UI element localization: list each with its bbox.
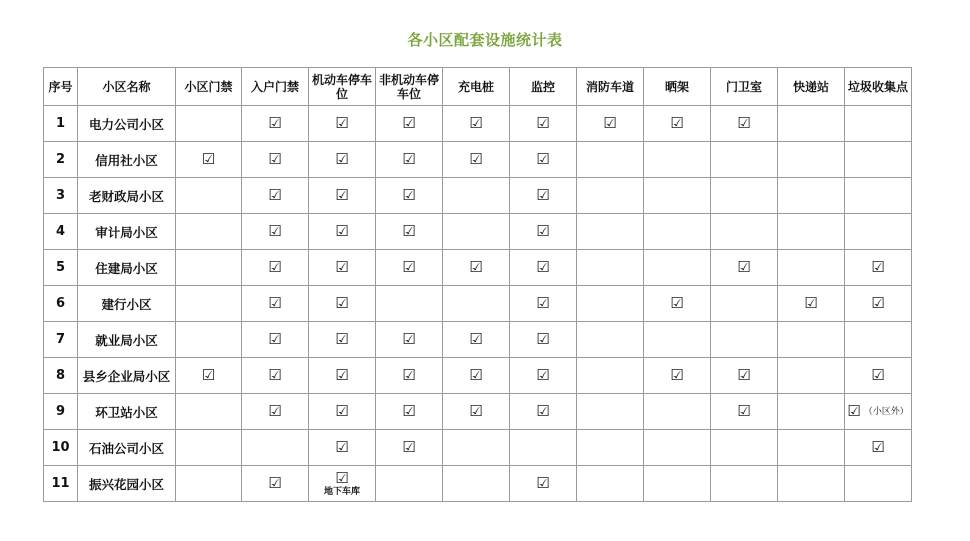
checkbox-checked-icon: ☑	[201, 366, 216, 384]
facility-cell	[242, 394, 309, 430]
page-title: 各小区配套设施统计表	[407, 31, 563, 49]
facility-cell	[242, 466, 309, 502]
checkbox-checked-icon: ☑	[402, 438, 416, 456]
checkbox-checked-icon: ☑	[402, 366, 416, 384]
checkbox-checked-icon: ☑	[670, 114, 684, 132]
header-cell: 入户门禁	[242, 68, 309, 106]
facility-cell	[577, 142, 644, 178]
table-row	[44, 394, 912, 430]
facility-cell	[443, 250, 510, 286]
header-cell: 充电桩	[443, 68, 510, 106]
table-row	[44, 106, 912, 142]
checkbox-checked-icon: ☑	[871, 294, 885, 312]
checkbox-checked-icon: ☑	[670, 366, 684, 384]
row-number: 3	[44, 178, 78, 214]
facility-cell	[510, 106, 577, 142]
table-row	[44, 178, 912, 214]
checkbox-checked-icon: ☑	[536, 366, 550, 384]
facility-cell	[577, 286, 644, 322]
facility-cell	[443, 286, 510, 322]
facility-cell	[376, 142, 443, 178]
facility-cell	[778, 322, 845, 358]
facility-cell	[309, 250, 376, 286]
facility-cell	[176, 394, 242, 430]
facility-cell	[778, 286, 845, 322]
community-name: 信用社小区	[78, 142, 176, 178]
checkbox-checked-icon: ☑	[536, 474, 550, 492]
table-row	[44, 214, 912, 250]
facility-cell	[577, 250, 644, 286]
facility-cell	[376, 214, 443, 250]
checkbox-checked-icon: ☑	[268, 294, 282, 312]
checkbox-checked-icon: ☑	[335, 150, 349, 168]
facility-cell	[644, 286, 711, 322]
checkbox-checked-icon: ☑	[536, 258, 550, 276]
checkbox-checked-icon: ☑	[737, 402, 751, 420]
facility-cell	[309, 466, 376, 502]
checkbox-checked-icon: ☑	[402, 402, 416, 420]
facility-cell	[845, 286, 912, 322]
facility-cell	[309, 394, 376, 430]
facility-cell	[644, 394, 711, 430]
facility-cell	[845, 142, 912, 178]
table-body	[44, 106, 912, 502]
checkbox-checked-icon: ☑	[871, 366, 885, 384]
community-name: 石油公司小区	[78, 430, 176, 466]
facility-cell	[711, 250, 778, 286]
checkbox-checked-icon: ☑	[737, 258, 751, 276]
facility-cell	[242, 286, 309, 322]
facility-cell	[778, 430, 845, 466]
checkbox-checked-icon: ☑	[402, 150, 416, 168]
checkbox-checked-icon: ☑	[536, 294, 550, 312]
row-number: 1	[44, 106, 78, 142]
facility-cell	[778, 178, 845, 214]
header-cell: 晒架	[644, 68, 711, 106]
facility-cell	[510, 286, 577, 322]
facility-cell	[376, 178, 443, 214]
facility-cell	[376, 430, 443, 466]
checkbox-checked-icon: ☑	[469, 402, 483, 420]
facility-cell	[309, 214, 376, 250]
facility-cell	[309, 358, 376, 394]
community-name: 就业局小区	[78, 322, 176, 358]
checkbox-checked-icon: ☑	[402, 330, 416, 348]
facility-cell	[577, 430, 644, 466]
facility-cell	[510, 430, 577, 466]
header-cell: 机动车停车位	[309, 68, 376, 106]
facility-cell	[176, 466, 242, 502]
checkbox-checked-icon: ☑	[335, 294, 349, 312]
row-number: 4	[44, 214, 78, 250]
checkbox-checked-icon: ☑	[335, 402, 349, 420]
checkbox-checked-icon: ☑	[268, 186, 282, 204]
facility-cell	[577, 106, 644, 142]
checkbox-checked-icon: ☑	[335, 366, 349, 384]
facility-cell	[778, 250, 845, 286]
checkbox-checked-icon: ☑	[469, 114, 483, 132]
facility-cell	[845, 430, 912, 466]
checkbox-checked-icon: ☑	[402, 258, 416, 276]
facility-cell	[711, 358, 778, 394]
facility-cell	[845, 214, 912, 250]
checkbox-checked-icon: ☑	[536, 114, 550, 132]
facility-cell	[309, 286, 376, 322]
facility-cell	[577, 214, 644, 250]
checkbox-checked-icon: ☑	[469, 330, 483, 348]
cell-note: （小区外）	[863, 407, 909, 417]
header-cell: 非机动车停车位	[376, 68, 443, 106]
checkbox-checked-icon: ☑	[335, 468, 349, 487]
header-cell: 小区名称	[78, 68, 176, 106]
facility-cell	[644, 214, 711, 250]
checkbox-checked-icon: ☑	[335, 330, 349, 348]
facility-cell	[510, 322, 577, 358]
facility-cell	[577, 322, 644, 358]
facility-cell	[577, 394, 644, 430]
facility-cell	[376, 286, 443, 322]
facility-cell	[176, 286, 242, 322]
header-cell: 小区门禁	[176, 68, 242, 106]
facility-cell	[711, 394, 778, 430]
community-name: 环卫站小区	[78, 394, 176, 430]
table-row	[44, 358, 912, 394]
checkbox-checked-icon: ☑	[536, 222, 550, 240]
checkbox-checked-icon: ☑	[268, 402, 282, 420]
facility-cell	[845, 394, 912, 430]
facility-cell	[644, 178, 711, 214]
facility-cell	[443, 466, 510, 502]
facility-cell	[845, 106, 912, 142]
facility-cell	[644, 142, 711, 178]
facility-cell	[845, 358, 912, 394]
facility-cell	[778, 142, 845, 178]
facility-cell	[242, 358, 309, 394]
facility-cell	[711, 214, 778, 250]
facility-cell	[644, 106, 711, 142]
facility-cell	[242, 430, 309, 466]
table-header-row	[44, 68, 912, 106]
facility-cell	[644, 358, 711, 394]
facility-cell	[510, 142, 577, 178]
community-name: 建行小区	[78, 286, 176, 322]
facility-cell	[176, 214, 242, 250]
checkbox-checked-icon: ☑	[603, 114, 617, 132]
checkbox-checked-icon: ☑	[402, 222, 416, 240]
facility-cell	[644, 466, 711, 502]
community-name: 县乡企业局小区	[78, 358, 176, 394]
community-name: 住建局小区	[78, 250, 176, 286]
facility-cell	[309, 142, 376, 178]
checkbox-checked-icon: ☑	[268, 258, 282, 276]
checkbox-checked-icon: ☑	[871, 438, 885, 456]
facility-cell	[711, 178, 778, 214]
facility-cell	[376, 358, 443, 394]
facility-cell	[510, 358, 577, 394]
facility-cell	[176, 250, 242, 286]
row-number: 9	[44, 394, 78, 430]
cell-note: 地下车库	[323, 486, 360, 497]
facility-cell	[176, 178, 242, 214]
facility-cell	[577, 358, 644, 394]
checkbox-checked-icon: ☑	[335, 258, 349, 276]
header-cell: 门卫室	[711, 68, 778, 106]
facility-cell	[443, 214, 510, 250]
facility-cell	[845, 466, 912, 502]
row-number: 7	[44, 322, 78, 358]
header-cell: 消防车道	[577, 68, 644, 106]
table-row	[44, 466, 912, 502]
checkbox-checked-icon: ☑	[268, 474, 282, 492]
checkbox-checked-icon: ☑	[469, 150, 483, 168]
checkbox-checked-icon: ☑	[847, 402, 861, 420]
facility-cell	[778, 394, 845, 430]
row-number: 6	[44, 286, 78, 322]
checkbox-checked-icon: ☑	[335, 222, 349, 240]
checkbox-checked-icon: ☑	[871, 258, 885, 276]
facility-cell	[242, 322, 309, 358]
facility-cell	[711, 106, 778, 142]
facility-cell	[242, 250, 309, 286]
checkbox-checked-icon: ☑	[469, 366, 483, 384]
checkbox-checked-icon: ☑	[670, 294, 684, 312]
table-row	[44, 286, 912, 322]
community-name: 审计局小区	[78, 214, 176, 250]
facility-cell	[510, 250, 577, 286]
facility-cell	[778, 358, 845, 394]
facility-cell	[443, 430, 510, 466]
facility-cell	[176, 322, 242, 358]
facility-cell	[443, 394, 510, 430]
facility-cell	[577, 466, 644, 502]
table-row	[44, 142, 912, 178]
facility-cell	[242, 106, 309, 142]
checkbox-checked-icon: ☑	[335, 186, 349, 204]
checkbox-checked-icon: ☑	[536, 402, 550, 420]
row-number: 8	[44, 358, 78, 394]
checkbox-checked-icon: ☑	[201, 150, 216, 168]
checkbox-checked-icon: ☑	[335, 438, 349, 456]
community-name: 电力公司小区	[78, 106, 176, 142]
checkbox-checked-icon: ☑	[737, 114, 751, 132]
facility-cell	[778, 106, 845, 142]
facility-cell	[845, 322, 912, 358]
facility-cell	[176, 106, 242, 142]
facility-cell	[242, 178, 309, 214]
table-row	[44, 250, 912, 286]
facility-cell	[711, 142, 778, 178]
checkbox-checked-icon: ☑	[804, 294, 818, 312]
facility-cell	[443, 358, 510, 394]
header-cell: 序号	[44, 68, 78, 106]
facility-cell	[845, 250, 912, 286]
facility-cell	[242, 214, 309, 250]
header-cell: 垃圾收集点	[845, 68, 912, 106]
row-number: 11	[44, 466, 78, 502]
facility-cell	[376, 106, 443, 142]
row-number: 5	[44, 250, 78, 286]
facility-cell	[376, 466, 443, 502]
facility-cell	[510, 214, 577, 250]
table-row	[44, 430, 912, 466]
facility-cell	[711, 286, 778, 322]
facility-cell	[309, 430, 376, 466]
checkbox-checked-icon: ☑	[268, 366, 282, 384]
facility-cell	[510, 394, 577, 430]
checkbox-checked-icon: ☑	[268, 114, 282, 132]
checkbox-checked-icon: ☑	[335, 114, 349, 132]
facility-cell	[644, 430, 711, 466]
facility-cell	[711, 430, 778, 466]
facility-cell	[644, 322, 711, 358]
facility-cell	[309, 178, 376, 214]
table-row	[44, 322, 912, 358]
checkbox-checked-icon: ☑	[268, 222, 282, 240]
checkbox-checked-icon: ☑	[536, 186, 550, 204]
checkbox-checked-icon: ☑	[268, 330, 282, 348]
community-name: 老财政局小区	[78, 178, 176, 214]
checkbox-checked-icon: ☑	[268, 150, 282, 168]
checkbox-checked-icon: ☑	[469, 258, 483, 276]
checkbox-checked-icon: ☑	[402, 186, 416, 204]
facility-cell	[577, 178, 644, 214]
facility-cell	[176, 142, 242, 178]
facility-cell	[376, 322, 443, 358]
facility-cell	[376, 250, 443, 286]
row-number: 10	[44, 430, 78, 466]
facility-cell	[443, 178, 510, 214]
header-cell: 快递站	[778, 68, 845, 106]
facility-cell	[778, 214, 845, 250]
facility-cell	[443, 106, 510, 142]
row-number: 2	[44, 142, 78, 178]
facility-cell	[176, 430, 242, 466]
community-name: 振兴花园小区	[78, 466, 176, 502]
facility-cell	[510, 466, 577, 502]
facility-cell	[510, 178, 577, 214]
checkbox-checked-icon: ☑	[536, 330, 550, 348]
facility-cell	[711, 322, 778, 358]
facility-cell	[309, 322, 376, 358]
facility-cell	[242, 142, 309, 178]
facility-table	[43, 67, 912, 502]
header-cell: 监控	[510, 68, 577, 106]
checkbox-checked-icon: ☑	[737, 366, 751, 384]
checkbox-checked-icon: ☑	[536, 150, 550, 168]
facility-cell	[443, 142, 510, 178]
facility-cell	[309, 106, 376, 142]
facility-cell	[711, 466, 778, 502]
facility-cell	[376, 394, 443, 430]
facility-cell	[176, 358, 242, 394]
facility-cell	[778, 466, 845, 502]
facility-cell	[644, 250, 711, 286]
facility-cell	[443, 322, 510, 358]
checkbox-checked-icon: ☑	[402, 114, 416, 132]
facility-cell	[845, 178, 912, 214]
